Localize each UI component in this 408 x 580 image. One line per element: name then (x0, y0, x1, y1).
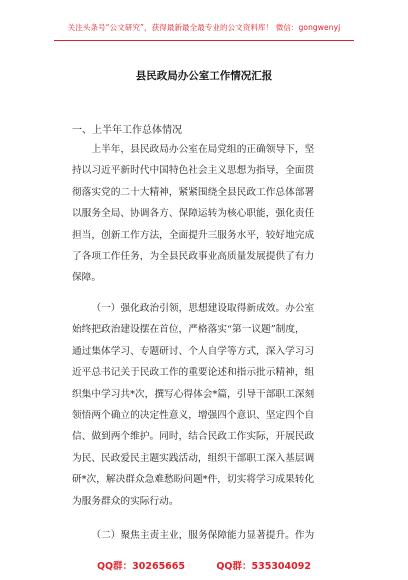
text-line: 通过集体学习、专题研讨、个人自学等方式，深入学习习 (72, 345, 315, 357)
text-line: 始终把政治建设摆在首位，严格落实“第一议题”制度， (72, 324, 305, 336)
text-line: （一）强化政治引领，思想建设取得新成效。办公室 (91, 303, 315, 314)
qq-group-1: QQ群：30265665 (96, 561, 186, 572)
header-banner: 关注头条号“公文研究”，获得最新最全最专业的公文资料库！ 微信：gongwenyj (67, 23, 341, 32)
text-line: 保障。 (72, 272, 102, 284)
text-line: 信、做到两个维护。同时，结合民政工作实际，开展民政 (72, 431, 315, 443)
text-line: 持以习近平新时代中国特色社会主义思想为指导，全面贯 (72, 165, 315, 177)
header-divider (54, 40, 354, 41)
paragraph-3 (72, 525, 334, 546)
text-line: 研*次，解决群众急难愁盼问题*件，切实将学习成果转化 (72, 474, 315, 486)
text-line: 领悟两个确立的决定性意义，增强四个意识、坚定四个自 (72, 410, 315, 422)
footer-contact (0, 558, 408, 572)
document-title: 县民政局办公室工作情况汇报 (135, 70, 273, 82)
text-line: 近平总书记关于民政工作的重要论述和指示批示精神，组 (72, 367, 315, 379)
text-line: （二）聚焦主责主业，服务保障能力显著提升。作为 (91, 530, 315, 541)
text-line: 担当，创新工作方法，全面提升三服务水平，较好地完成 (72, 229, 315, 241)
text-line: 彻落实党的二十大精神，紧紧围绕全县民政工作总体部署 (72, 186, 315, 198)
qq-group-2: QQ群：535304092 (216, 561, 311, 572)
text-line: 了各项工作任务，为全县民政事业高质量发展提供了有力 (72, 251, 315, 263)
paragraph-2 (72, 298, 334, 512)
text-line: 上半年，县民政局办公室在局党组的正确领导下，坚 (91, 144, 315, 155)
section-heading: 一、上半年工作总体情况 (72, 125, 182, 136)
text-line: 织集中学习共*次，撰写心得体会*篇，引导干部职工深刻 (72, 388, 315, 400)
text-line: 为民、民政爱民主题实践活动，组织干部职工深入基层调 (72, 452, 315, 464)
text-line: 为服务群众的实际行动。 (72, 495, 179, 507)
text-line: 以服务全局、协调各方、保障运转为核心职能，强化责任 (72, 208, 315, 220)
paragraph-1 (72, 139, 334, 289)
